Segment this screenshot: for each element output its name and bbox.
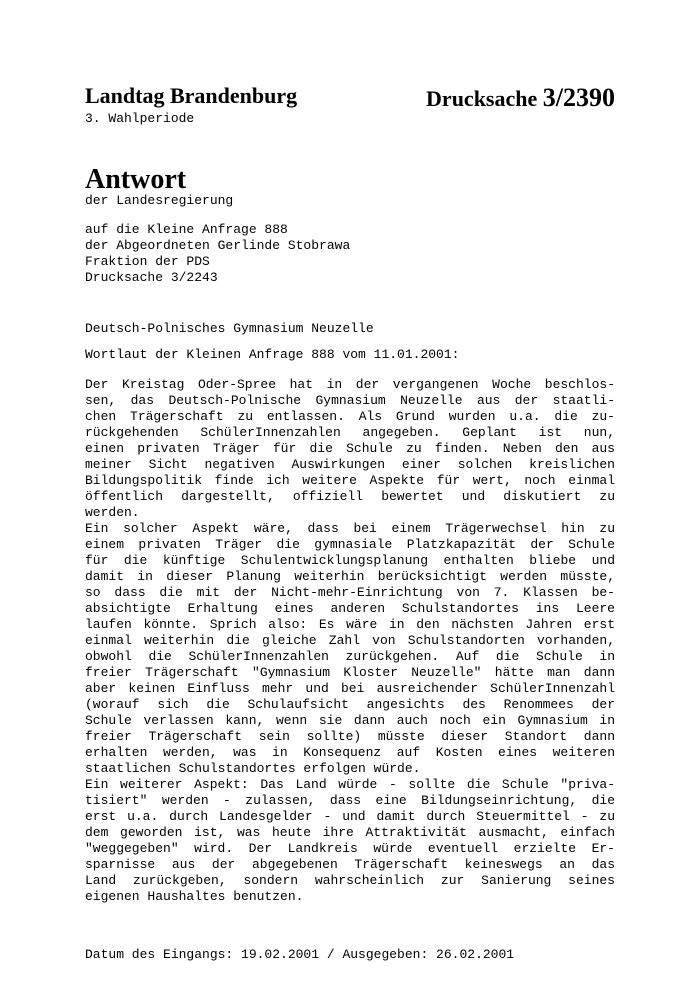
document-label: Drucksache (426, 86, 538, 111)
body-line: Land zurückgeben, sondern wahrscheinlich zur Sanierung seines (85, 873, 615, 888)
body-line: sparnisse aus der abgegebenen Trägerschaft keineswegs an das (85, 857, 615, 872)
body-line: absichtigte Erhaltung eines anderen Schulstandortes ins Leere (85, 601, 615, 616)
body-line: damit in dieser Planung weiterhin berücksichtigt werden müsste, (85, 569, 615, 584)
reference-line: Fraktion der PDS (85, 254, 210, 269)
body-line: chen Trägerschaft zu entlassen. Als Grund wurden u.a. die zu- (85, 409, 615, 424)
reference-line: der Abgeordneten Gerlinde Stobrawa (85, 238, 351, 253)
body-line: Der Kreistag Oder-Spree hat in der vergangenen Woche beschlos- (85, 377, 615, 392)
body-line: "weggegeben" wird. Der Landkreis würde eventuell erzielte Er- (85, 841, 615, 856)
body-line: freier Trägerschaft "Gymnasium Kloster Neuzelle" hätte man dann (85, 665, 615, 680)
body-line: dem geworden ist, was heute ihre Attraktivität ausmacht, einfach (85, 825, 615, 840)
body-line: Bildungspolitik finde ich weitere Aspekte für wert, noch einmal (85, 473, 615, 488)
body-line: einmal weiterhin die gleiche Zahl von Schulstandorten vorhanden, (85, 633, 615, 648)
reference-line: Drucksache 3/2243 (85, 270, 218, 285)
body-line: erst u.a. durch Landesgelder - und damit durch Steuermittel - zu (85, 809, 615, 824)
body-line: einem privaten Träger die gymnasiale Platzkapazität der Schule (85, 537, 615, 552)
body-line: einen privaten Träger für die Schule zu finden. Neben den aus (85, 441, 615, 456)
body-line: (worauf sich die Schulaufsicht angesichts des Renommees der (85, 697, 615, 712)
body-line: eigenen Haushaltes benutzen. (85, 889, 304, 904)
legislative-period: 3. Wahlperiode (85, 111, 195, 126)
intro-line: Wortlaut der Kleinen Anfrage 888 vom 11.01.2001: (85, 347, 460, 362)
body-line: staatlichen Schulstandortes erfolgen würde. (85, 761, 421, 776)
body-line: laufen könnte. Sprich also: Es wäre in den nächsten Jahren erst (85, 617, 615, 632)
body-line: rückgehenden SchülerInnenzahlen angegeben. Geplant ist nun, (85, 425, 615, 440)
body-line: Schule verlassen kann, wenn sie dann auch noch ein Gymnasium in (85, 713, 615, 728)
body-line: freier Trägerschaft sein sollte) müsste dieser Standort dann (85, 729, 615, 744)
body-line: meiner Sicht negativen Auswirkungen einer solchen kreislichen (85, 457, 615, 472)
document-number-value: 3/2390 (542, 83, 615, 112)
body-line: so dass die mit der Nicht-mehr-Einrichtung von 7. Klassen be- (85, 585, 615, 600)
publication-dates: Datum des Eingangs: 19.02.2001 / Ausgegeben: 26.02.2001 (85, 947, 515, 962)
body-line: Ein weiterer Aspekt: Das Land würde - sollte die Schule "priva- (85, 777, 615, 792)
body-line: tisiert" werden - zulassen, dass eine Bildungseinrichtung, die (85, 793, 615, 808)
document-subtitle: der Landesregierung (85, 193, 234, 208)
body-line: Ein solcher Aspekt wäre, dass bei einem Trägerwechsel hin zu (85, 521, 615, 536)
document-title: Antwort (85, 164, 187, 195)
subject-line: Deutsch-Polnisches Gymnasium Neuzelle (85, 321, 374, 336)
document-number (426, 83, 615, 113)
body-line: öffentlich dargestellt, offiziell bewertet und diskutiert zu (85, 489, 615, 504)
body-line: obwohl die SchülerInnenzahlen zurückgehen. Auf die Schule in (85, 649, 615, 664)
body-line: für die künftige Schulentwicklungsplanung enthalten bliebe und (85, 553, 615, 568)
body-line: erhalten werden, was in Konsequenz auf Kosten eines weiteren (85, 745, 615, 760)
reference-line: auf die Kleine Anfrage 888 (85, 222, 288, 237)
body-line: sen, das Deutsch-Polnische Gymnasium Neuzelle aus der staatli- (85, 393, 615, 408)
parliament-name: Landtag Brandenburg (85, 83, 298, 108)
body-line: werden. (85, 505, 140, 520)
body-line: aber keinen Einfluss mehr und bei ausreichender SchülerInnenzahl (85, 681, 615, 696)
